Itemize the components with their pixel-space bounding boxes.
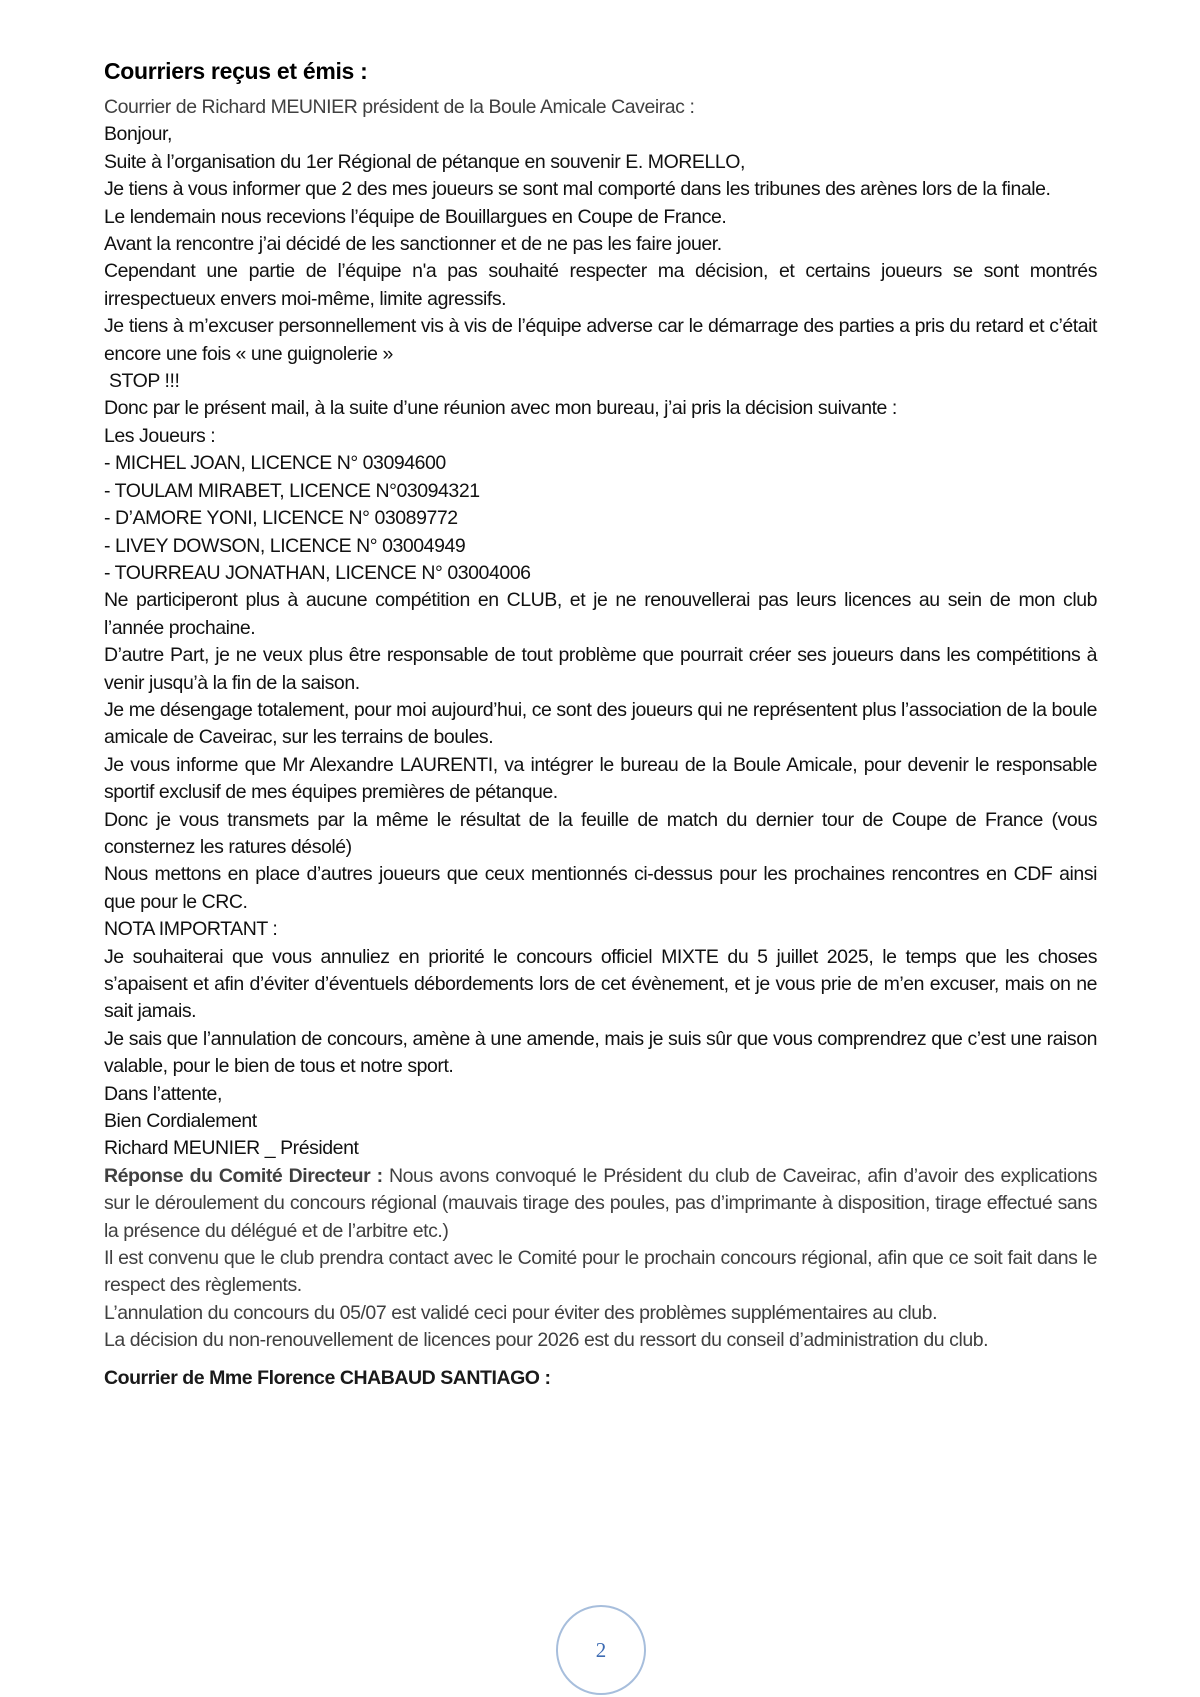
letter-greeting: Bonjour, [104,123,172,146]
response-paragraph: Il est convenu que le club prendra contact avec le Comité pour le prochain concours régional, afin que ce soit fait dans le respect des règlements. [104,1247,1097,1297]
committee-response [104,1163,1097,1355]
letter-paragraph: Je souhaiterai que vous annuliez en priorité le concours officiel MIXTE du 5 juillet 2025, le temps que les choses s’apaisent et afin d’éviter d’éventuels débordements lors de cet évènement, et je vous prie de m’en excuser, mais on ne sait jamais. [104,945,1097,1023]
nota-important: NOTA IMPORTANT : [104,918,278,941]
letter-paragraph: Je vous informe que Mr Alexandre LAURENTI, va intégrer le bureau de la Boule Amicale, pour devenir le responsable sportif exclusif de mes équipes premières de pétanque. [104,753,1097,804]
page-number: 2 [556,1605,646,1695]
response-paragraph: L’annulation du concours du 05/07 est validé ceci pour éviter des problèmes supplémentaires au club. [104,1301,938,1324]
letter-paragraph: Je me désengage totalement, pour moi aujourd’hui, ce sont des joueurs qui ne représentent plus l’association de la boule amicale de Caveirac, sur les terrains de boules. [104,698,1097,749]
letter-paragraph: Avant la rencontre j’ai décidé de les sanctionner et de ne pas les faire jouer. [104,233,722,256]
letter-closing: Dans l’attente, [104,1082,222,1105]
letter-chabaud-title: Courrier de Mme Florence CHABAUD SANTIAGO : [104,1366,551,1389]
player-item: - D’AMORE YONI, LICENCE N° 03089772 [104,507,458,530]
section-heading: Courriers reçus et émis : [104,58,368,84]
player-list [104,450,1097,587]
letter-paragraph: Je sais que l’annulation de concours, amène à une amende, mais je suis sûr que vous comprendrez que c’est une raison valable, pour le bien de tous et notre sport. [104,1027,1097,1078]
letter-paragraph: Suite à l’organisation du 1er Régional de pétanque en souvenir E. MORELLO, [104,150,745,173]
players-label: Les Joueurs : [104,424,216,447]
player-item: - LIVEY DOWSON, LICENCE N° 03004949 [104,534,466,557]
letter-paragraph: Je tiens à m’excuser personnellement vis à vis de l’équipe adverse car le démarrage des parties a pris du retard et c’était encore une fois « une guignolerie » [104,315,1097,365]
letter-stop: STOP !!! [109,370,180,393]
letter-signature: Richard MEUNIER _ Président [104,1137,359,1160]
response-paragraph: La décision du non-renouvellement de licences pour 2026 est du ressort du conseil d’administration du club. [104,1329,989,1352]
letter-paragraph: Ne participeront plus à aucune compétition en CLUB, et je ne renouvellerai pas leurs licences au sein de mon club l’année prochaine. [104,589,1097,639]
letter-paragraph: Donc je vous transmets par la même le résultat de la feuille de match du dernier tour de Coupe de France (vous consternez les ratures désolé) [104,808,1097,858]
letter-intro: Courrier de Richard MEUNIER président de la Boule Amicale Caveirac : [104,96,695,118]
letter-paragraph: D’autre Part, je ne veux plus être responsable de tout problème que pourrait créer ses joueurs dans les compétitions à venir jusqu’à la fin de la saison. [104,644,1097,694]
player-item: - MICHEL JOAN, LICENCE N° 03094600 [104,452,446,475]
letter-paragraph: Donc par le présent mail, à la suite d’une réunion avec mon bureau, j’ai pris la décision suivante : [104,397,897,420]
player-item: - TOURREAU JONATHAN, LICENCE N° 03004006 [104,561,531,584]
response-paragraph [104,1163,1097,1245]
letter-closing: Bien Cordialement [104,1110,257,1133]
document-page [104,56,1097,1392]
response-text: Nous avons convoqué le Président du club de Caveirac, afin d’avoir des explications sur le déroulement du concours régional (mauvais tirage des poules, pas d’imprimante à disposition, tirage effectué sans la présence du délégué et de l’arbitre etc.) [104,1164,1097,1242]
letter-meunier [104,94,1097,1163]
letter-paragraph: Le lendemain nous recevions l’équipe de Bouillargues en Coupe de France. [104,205,727,228]
response-label: Réponse du Comité Directeur : [104,1164,383,1187]
letter-paragraph: Cependant une partie de l’équipe n'a pas souhaité respecter ma décision, et certains joueurs se sont montrés irrespectueux envers moi-même, limite agressifs. [104,260,1097,310]
letter-paragraph: Je tiens à vous informer que 2 des mes joueurs se sont mal comporté dans les tribunes des arènes lors de la finale. [104,178,1051,201]
letter-paragraph: Nous mettons en place d’autres joueurs que ceux mentionnés ci-dessus pour les prochaines rencontres en CDF ainsi que pour le CRC. [104,863,1097,913]
player-item: - TOULAM MIRABET, LICENCE N°03094321 [104,479,480,502]
